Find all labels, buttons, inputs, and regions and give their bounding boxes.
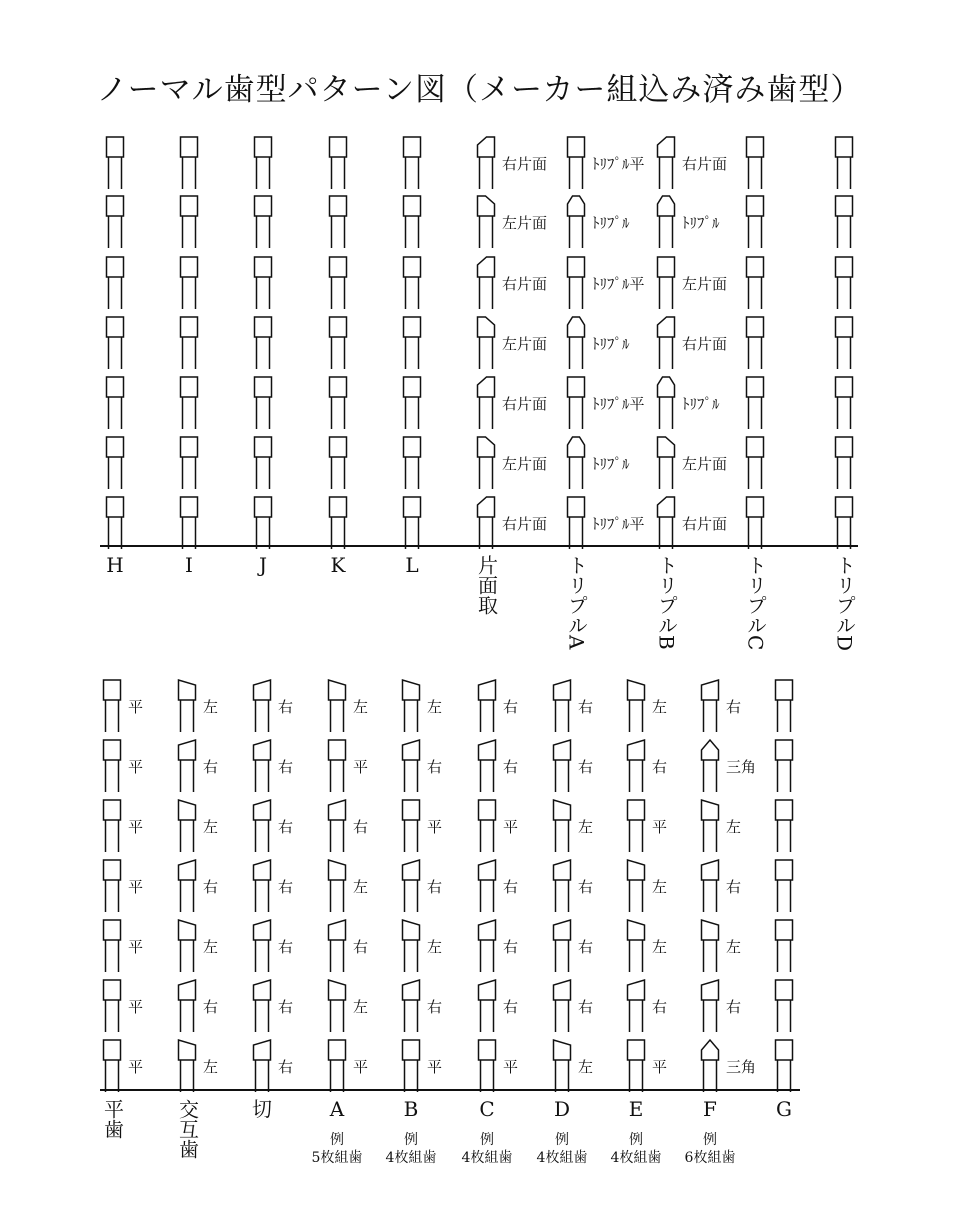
tooth-tag-kogo-2: 右 bbox=[203, 758, 219, 776]
tooth-G-3 bbox=[776, 800, 793, 852]
tooth-L-3 bbox=[404, 257, 421, 309]
column-label-tripleA: トリプルA bbox=[564, 555, 589, 650]
tooth-F-2 bbox=[702, 740, 719, 792]
tooth-G-7 bbox=[776, 1040, 793, 1092]
tooth-tag-tripleB-2: ﾄﾘﾌﾟﾙ bbox=[682, 214, 720, 232]
tooth-D-2 bbox=[554, 740, 571, 792]
tooth-hirab-3 bbox=[104, 800, 121, 852]
tooth-kiri-6 bbox=[254, 980, 271, 1032]
tooth-tag-D-3: 左 bbox=[578, 818, 594, 836]
tooth-tripleC-6 bbox=[747, 437, 764, 489]
tooth-tag-kiri-3: 右 bbox=[278, 818, 294, 836]
tooth-tag-B-4: 右 bbox=[427, 878, 443, 896]
tooth-tag-C-1: 右 bbox=[503, 698, 519, 716]
tooth-C-4 bbox=[479, 860, 496, 912]
tooth-katamen-2 bbox=[478, 196, 495, 248]
tooth-tag-tripleA-2: ﾄﾘﾌﾟﾙ bbox=[592, 214, 630, 232]
tooth-tag-A-4: 左 bbox=[353, 878, 369, 896]
tooth-tag-hirab-4: 平 bbox=[128, 878, 144, 896]
tooth-katamen-6 bbox=[478, 437, 495, 489]
tooth-hirab-2 bbox=[104, 740, 121, 792]
column-label-C: C bbox=[479, 1097, 495, 1121]
tooth-kiri-7 bbox=[254, 1040, 271, 1092]
tooth-tripleA-3 bbox=[568, 257, 585, 309]
tooth-tag-C-3: 平 bbox=[503, 818, 519, 836]
tooth-tripleA-7 bbox=[568, 497, 585, 549]
column-label-J: J bbox=[258, 553, 268, 577]
column-label-katamen: 片面取 bbox=[474, 555, 499, 615]
tooth-tag-F-3: 左 bbox=[726, 818, 742, 836]
tooth-tag-hirab-6: 平 bbox=[128, 998, 144, 1016]
tooth-tag-B-6: 右 bbox=[427, 998, 443, 1016]
tooth-I-7 bbox=[181, 497, 198, 549]
tooth-tripleB-5 bbox=[658, 377, 675, 429]
tooth-B-4 bbox=[403, 860, 420, 912]
column-example-B-0: 例 bbox=[404, 1132, 418, 1148]
tooth-I-3 bbox=[181, 257, 198, 309]
tooth-B-3 bbox=[403, 800, 420, 852]
tooth-D-1 bbox=[554, 680, 571, 732]
column-label-hirab: 平歯 bbox=[100, 1099, 125, 1139]
tooth-L-5 bbox=[404, 377, 421, 429]
tooth-tag-A-6: 左 bbox=[353, 998, 369, 1016]
tooth-kogo-7 bbox=[179, 1040, 196, 1092]
tooth-C-5 bbox=[479, 920, 496, 972]
tooth-tag-hirab-3: 平 bbox=[128, 818, 144, 836]
tooth-D-7 bbox=[554, 1040, 571, 1092]
tooth-tag-F-6: 右 bbox=[726, 998, 742, 1016]
tooth-tag-kogo-6: 右 bbox=[203, 998, 219, 1016]
tooth-tag-B-1: 左 bbox=[427, 698, 443, 716]
tooth-A-4 bbox=[329, 860, 346, 912]
tooth-F-5 bbox=[702, 920, 719, 972]
tooth-tag-C-4: 右 bbox=[503, 878, 519, 896]
tooth-K-2 bbox=[330, 196, 347, 248]
tooth-A-6 bbox=[329, 980, 346, 1032]
column-example-F-0: 例 bbox=[703, 1132, 717, 1148]
tooth-H-2 bbox=[107, 196, 124, 248]
tooth-G-1 bbox=[776, 680, 793, 732]
tooth-J-6 bbox=[255, 437, 272, 489]
tooth-tag-hirab-1: 平 bbox=[128, 698, 144, 716]
column-label-G: G bbox=[776, 1097, 792, 1121]
column-label-E: E bbox=[628, 1097, 644, 1121]
tooth-tag-D-6: 右 bbox=[578, 998, 594, 1016]
tooth-tag-tripleA-3: ﾄﾘﾌﾟﾙ平 bbox=[592, 275, 645, 293]
tooth-C-2 bbox=[479, 740, 496, 792]
page-title: ノーマル歯型パターン図（メーカー組込み済み歯型） bbox=[96, 72, 863, 108]
tooth-tag-tripleB-1: 右片面 bbox=[682, 155, 728, 173]
tooth-H-1 bbox=[107, 137, 124, 189]
tooth-tag-C-5: 右 bbox=[503, 938, 519, 956]
tooth-tag-hirab-5: 平 bbox=[128, 938, 144, 956]
tooth-G-5 bbox=[776, 920, 793, 972]
tooth-A-5 bbox=[329, 920, 346, 972]
tooth-J-4 bbox=[255, 317, 272, 369]
tooth-tag-B-2: 右 bbox=[427, 758, 443, 776]
tooth-tag-katamen-6: 左片面 bbox=[502, 455, 548, 473]
tooth-L-1 bbox=[404, 137, 421, 189]
tooth-tag-F-7: 三角 bbox=[726, 1058, 757, 1076]
tooth-C-1 bbox=[479, 680, 496, 732]
column-example-D-0: 例 bbox=[555, 1132, 569, 1148]
tooth-tag-hirab-7: 平 bbox=[128, 1058, 144, 1076]
tooth-tag-kogo-4: 右 bbox=[203, 878, 219, 896]
tooth-hirab-6 bbox=[104, 980, 121, 1032]
tooth-tag-tripleB-4: 右片面 bbox=[682, 335, 728, 353]
tooth-J-3 bbox=[255, 257, 272, 309]
tooth-kiri-4 bbox=[254, 860, 271, 912]
column-label-H: H bbox=[106, 553, 124, 577]
tooth-tripleD-2 bbox=[836, 196, 853, 248]
tooth-kiri-1 bbox=[254, 680, 271, 732]
tooth-tripleC-7 bbox=[747, 497, 764, 549]
tooth-tag-F-1: 右 bbox=[726, 698, 742, 716]
tooth-katamen-7 bbox=[478, 497, 495, 549]
tooth-G-4 bbox=[776, 860, 793, 912]
column-label-F: F bbox=[703, 1097, 717, 1121]
tooth-tag-kogo-5: 左 bbox=[203, 938, 219, 956]
column-example-D-1: 4枚組歯 bbox=[536, 1150, 588, 1166]
tooth-B-7 bbox=[403, 1040, 420, 1092]
column-label-K: K bbox=[330, 553, 346, 577]
tooth-tripleD-6 bbox=[836, 437, 853, 489]
tooth-tripleC-4 bbox=[747, 317, 764, 369]
tooth-K-1 bbox=[330, 137, 347, 189]
tooth-tag-D-1: 右 bbox=[578, 698, 594, 716]
tooth-tripleC-1 bbox=[747, 137, 764, 189]
tooth-tag-kiri-2: 右 bbox=[278, 758, 294, 776]
tooth-tag-E-6: 右 bbox=[652, 998, 668, 1016]
tooth-F-7 bbox=[702, 1040, 719, 1092]
column-example-B-1: 4枚組歯 bbox=[385, 1150, 437, 1166]
tooth-D-5 bbox=[554, 920, 571, 972]
tooth-E-3 bbox=[628, 800, 645, 852]
tooth-B-1 bbox=[403, 680, 420, 732]
tooth-tag-C-2: 右 bbox=[503, 758, 519, 776]
tooth-tag-C-7: 平 bbox=[503, 1058, 519, 1076]
tooth-tag-kiri-6: 右 bbox=[278, 998, 294, 1016]
tooth-D-6 bbox=[554, 980, 571, 1032]
tooth-E-1 bbox=[628, 680, 645, 732]
tooth-tag-E-3: 平 bbox=[652, 818, 668, 836]
tooth-L-6 bbox=[404, 437, 421, 489]
tooth-tag-C-6: 右 bbox=[503, 998, 519, 1016]
tooth-kogo-1 bbox=[179, 680, 196, 732]
tooth-tripleC-3 bbox=[747, 257, 764, 309]
tooth-tag-A-5: 右 bbox=[353, 938, 369, 956]
tooth-tag-kogo-3: 左 bbox=[203, 818, 219, 836]
column-label-B: B bbox=[403, 1097, 419, 1121]
tooth-tag-E-4: 左 bbox=[652, 878, 668, 896]
column-example-C-0: 例 bbox=[480, 1132, 494, 1148]
column-label-tripleC: トリプルC bbox=[743, 555, 768, 651]
tooth-F-4 bbox=[702, 860, 719, 912]
tooth-hirab-4 bbox=[104, 860, 121, 912]
tooth-B-5 bbox=[403, 920, 420, 972]
tooth-tag-katamen-1: 右片面 bbox=[502, 155, 548, 173]
tooth-kiri-5 bbox=[254, 920, 271, 972]
tooth-J-7 bbox=[255, 497, 272, 549]
column-example-E-0: 例 bbox=[629, 1132, 643, 1148]
column-label-D: D bbox=[553, 1097, 571, 1121]
tooth-tag-katamen-5: 右片面 bbox=[502, 395, 548, 413]
tooth-tripleA-4 bbox=[568, 317, 585, 369]
tooth-tripleD-3 bbox=[836, 257, 853, 309]
tooth-A-3 bbox=[329, 800, 346, 852]
tooth-tripleC-2 bbox=[747, 196, 764, 248]
tooth-H-4 bbox=[107, 317, 124, 369]
tooth-hirab-7 bbox=[104, 1040, 121, 1092]
tooth-I-4 bbox=[181, 317, 198, 369]
column-label-A: A bbox=[329, 1097, 345, 1121]
tooth-tag-katamen-4: 左片面 bbox=[502, 335, 548, 353]
tooth-tag-D-5: 右 bbox=[578, 938, 594, 956]
tooth-tag-kiri-1: 右 bbox=[278, 698, 294, 716]
tooth-A-7 bbox=[329, 1040, 346, 1092]
tooth-tripleB-3 bbox=[658, 257, 675, 309]
tooth-tripleA-6 bbox=[568, 437, 585, 489]
tooth-tripleD-1 bbox=[836, 137, 853, 189]
tooth-tag-tripleA-5: ﾄﾘﾌﾟﾙ平 bbox=[592, 395, 645, 413]
column-example-A-1: 5枚組歯 bbox=[311, 1150, 363, 1166]
tooth-tag-A-2: 平 bbox=[353, 758, 369, 776]
tooth-tag-F-4: 右 bbox=[726, 878, 742, 896]
tooth-E-4 bbox=[628, 860, 645, 912]
column-label-tripleB: トリプルB bbox=[654, 555, 679, 650]
tooth-tag-katamen-7: 右片面 bbox=[502, 515, 548, 533]
tooth-tag-A-1: 左 bbox=[353, 698, 369, 716]
tooth-L-7 bbox=[404, 497, 421, 549]
tooth-B-2 bbox=[403, 740, 420, 792]
column-label-I: I bbox=[185, 553, 193, 577]
tooth-I-5 bbox=[181, 377, 198, 429]
tooth-J-5 bbox=[255, 377, 272, 429]
tooth-A-1 bbox=[329, 680, 346, 732]
tooth-tag-E-7: 平 bbox=[652, 1058, 668, 1076]
tooth-tripleB-7 bbox=[658, 497, 675, 549]
tooth-tripleA-2 bbox=[568, 196, 585, 248]
tooth-kiri-2 bbox=[254, 740, 271, 792]
tooth-tag-B-5: 左 bbox=[427, 938, 443, 956]
tooth-tag-tripleA-7: ﾄﾘﾌﾟﾙ平 bbox=[592, 515, 645, 533]
tooth-K-5 bbox=[330, 377, 347, 429]
tooth-tag-D-7: 左 bbox=[578, 1058, 594, 1076]
tooth-F-3 bbox=[702, 800, 719, 852]
tooth-kogo-4 bbox=[179, 860, 196, 912]
tooth-tag-tripleB-7: 右片面 bbox=[682, 515, 728, 533]
tooth-tag-D-2: 右 bbox=[578, 758, 594, 776]
tooth-tripleA-5 bbox=[568, 377, 585, 429]
tooth-tag-D-4: 右 bbox=[578, 878, 594, 896]
tooth-J-2 bbox=[255, 196, 272, 248]
tooth-katamen-1 bbox=[478, 137, 495, 189]
tooth-tag-B-7: 平 bbox=[427, 1058, 443, 1076]
tooth-H-6 bbox=[107, 437, 124, 489]
tooth-tag-kiri-7: 右 bbox=[278, 1058, 294, 1076]
tooth-katamen-3 bbox=[478, 257, 495, 309]
tooth-tripleA-1 bbox=[568, 137, 585, 189]
tooth-E-5 bbox=[628, 920, 645, 972]
tooth-katamen-4 bbox=[478, 317, 495, 369]
tooth-B-6 bbox=[403, 980, 420, 1032]
tooth-F-6 bbox=[702, 980, 719, 1032]
column-example-C-1: 4枚組歯 bbox=[461, 1150, 513, 1166]
column-label-kogo: 交互歯 bbox=[175, 1099, 200, 1159]
tooth-tag-kiri-4: 右 bbox=[278, 878, 294, 896]
column-label-tripleD: トリプルD bbox=[832, 555, 857, 652]
tooth-hirab-1 bbox=[104, 680, 121, 732]
tooth-hirab-5 bbox=[104, 920, 121, 972]
tooth-D-4 bbox=[554, 860, 571, 912]
tooth-katamen-5 bbox=[478, 377, 495, 429]
tooth-L-4 bbox=[404, 317, 421, 369]
column-example-A-0: 例 bbox=[330, 1132, 344, 1148]
tooth-I-2 bbox=[181, 196, 198, 248]
tooth-H-7 bbox=[107, 497, 124, 549]
tooth-tag-hirab-2: 平 bbox=[128, 758, 144, 776]
tooth-kogo-2 bbox=[179, 740, 196, 792]
tooth-H-3 bbox=[107, 257, 124, 309]
column-example-E-1: 4枚組歯 bbox=[610, 1150, 662, 1166]
tooth-tag-kogo-7: 左 bbox=[203, 1058, 219, 1076]
tooth-L-2 bbox=[404, 196, 421, 248]
tooth-C-6 bbox=[479, 980, 496, 1032]
tooth-tripleC-5 bbox=[747, 377, 764, 429]
tooth-tag-tripleA-1: ﾄﾘﾌﾟﾙ平 bbox=[592, 155, 645, 173]
tooth-tag-katamen-2: 左片面 bbox=[502, 214, 548, 232]
tooth-C-7 bbox=[479, 1040, 496, 1092]
column-example-F-1: 6枚組歯 bbox=[684, 1150, 736, 1166]
tooth-tag-kogo-1: 左 bbox=[203, 698, 219, 716]
tooth-F-1 bbox=[702, 680, 719, 732]
tooth-kiri-3 bbox=[254, 800, 271, 852]
tooth-I-1 bbox=[181, 137, 198, 189]
tooth-tripleB-2 bbox=[658, 196, 675, 248]
tooth-C-3 bbox=[479, 800, 496, 852]
tooth-tag-tripleA-6: ﾄﾘﾌﾟﾙ bbox=[592, 455, 630, 473]
column-label-kiri: 切 bbox=[252, 1097, 272, 1121]
tooth-tag-katamen-3: 右片面 bbox=[502, 275, 548, 293]
tooth-tag-A-7: 平 bbox=[353, 1058, 369, 1076]
tooth-H-5 bbox=[107, 377, 124, 429]
tooth-tag-B-3: 平 bbox=[427, 818, 443, 836]
tooth-A-2 bbox=[329, 740, 346, 792]
tooth-tag-E-5: 左 bbox=[652, 938, 668, 956]
tooth-tripleB-1 bbox=[658, 137, 675, 189]
tooth-K-3 bbox=[330, 257, 347, 309]
tooth-tag-E-1: 左 bbox=[652, 698, 668, 716]
tooth-E-6 bbox=[628, 980, 645, 1032]
tooth-tripleB-4 bbox=[658, 317, 675, 369]
column-label-L: L bbox=[405, 553, 419, 577]
tooth-tag-F-5: 左 bbox=[726, 938, 742, 956]
tooth-G-6 bbox=[776, 980, 793, 1032]
tooth-kogo-3 bbox=[179, 800, 196, 852]
tooth-E-2 bbox=[628, 740, 645, 792]
tooth-tripleD-5 bbox=[836, 377, 853, 429]
tooth-kogo-5 bbox=[179, 920, 196, 972]
tooth-tripleD-7 bbox=[836, 497, 853, 549]
tooth-D-3 bbox=[554, 800, 571, 852]
tooth-tag-E-2: 右 bbox=[652, 758, 668, 776]
tooth-tag-tripleB-6: 左片面 bbox=[682, 455, 728, 473]
tooth-tag-tripleB-3: 左片面 bbox=[682, 275, 728, 293]
tooth-K-7 bbox=[330, 497, 347, 549]
tooth-tag-tripleA-4: ﾄﾘﾌﾟﾙ bbox=[592, 335, 630, 353]
tooth-I-6 bbox=[181, 437, 198, 489]
tooth-tag-tripleB-5: ﾄﾘﾌﾟﾙ bbox=[682, 395, 720, 413]
tooth-G-2 bbox=[776, 740, 793, 792]
tooth-tag-F-2: 三角 bbox=[726, 758, 757, 776]
tooth-tag-A-3: 右 bbox=[353, 818, 369, 836]
tooth-K-4 bbox=[330, 317, 347, 369]
tooth-tag-kiri-5: 右 bbox=[278, 938, 294, 956]
tooth-K-6 bbox=[330, 437, 347, 489]
tooth-J-1 bbox=[255, 137, 272, 189]
tooth-tripleB-6 bbox=[658, 437, 675, 489]
tooth-E-7 bbox=[628, 1040, 645, 1092]
tooth-tripleD-4 bbox=[836, 317, 853, 369]
tooth-kogo-6 bbox=[179, 980, 196, 1032]
